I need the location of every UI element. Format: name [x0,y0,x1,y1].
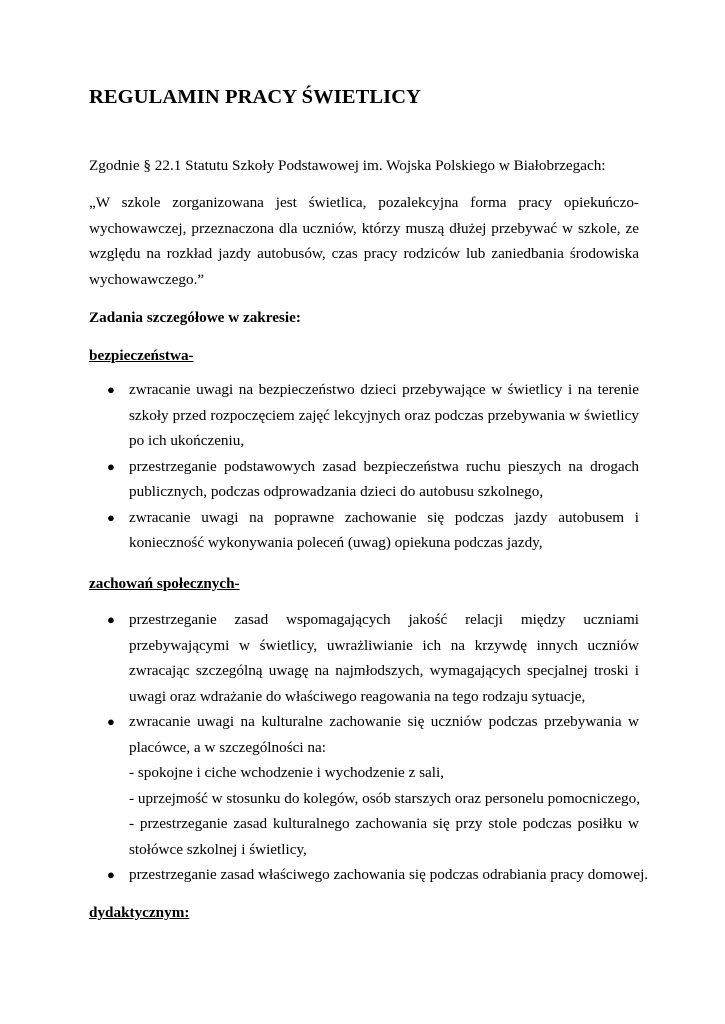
section-heading-safety: bezpieczeństwa- [89,347,194,364]
list-item-text: przestrzeganie podstawowych zasad bezpieczeństwa ruchu pieszych na drogach publicznych, podczas odprowadzania dzieci do autobusu szkolnego, [129,457,639,500]
list-item-text: przestrzeganie zasad wspomagających jakość relacji między uczniami przebywającymi w świetlicy, uwrażliwianie ich na krzywdę innych uczniów zwracając szczególną uwagę na najmłodszych, wymagających specjalnej troski i uwagi oraz wdrażanie do właściwego reagowania na tego rodzaju sytuacje, [129,611,639,705]
list-item-text: przestrzeganie zasad właściwego zachowania się podczas odrabiania pracy domowej. [129,866,649,883]
bullet-icon: ● [107,612,115,627]
bullet-icon: ● [107,867,115,882]
bullet-icon: ● [107,714,115,729]
list-item [89,454,639,505]
bullet-icon: ● [107,509,115,525]
list-item-text: zwracanie uwagi na poprawne zachowanie się podczas jazdy autobusem i konieczność wykonywania poleceń (uwag) opiekuna podczas jazdy, [129,508,639,551]
section-heading-social: zachowań społecznych- [89,575,240,592]
social-list [89,607,649,888]
safety-list [89,377,639,556]
list-item [89,607,639,709]
bullet-icon: ● [107,382,115,397]
sub-item: - spokojne i ciche wchodzenie i wychodzenie z sali, [129,764,445,781]
bullet-icon: ● [107,458,115,474]
sub-item: - uprzejmość w stosunku do kolegów, osób starszych oraz personelu pomocniczego, [129,789,641,807]
list-item-text: zwracanie uwagi na kulturalne zachowanie się uczniów podczas przebywania w placówce, a w szczególności na: [129,713,639,756]
list-item-text: zwracanie uwagi na bezpieczeństwo dzieci przebywające w świetlicy i na terenie szkoły przed rozpoczęciem zajęć lekcyjnych oraz podczas przebywania w świetlicy po ich ukończeniu, [129,381,639,449]
list-item [89,505,639,556]
statute-quote: „W szkole zorganizowana jest świetlica, pozalekcyjna forma pracy opiekuńczo-wychowawczej, przeznaczona dla uczniów, którzy muszą dłużej przebywać w szkole, ze względu na rozkład jazdy autobusów, czas pracy rodziców lub zaniedbania środowiska wychowawczego.” [89,194,639,288]
list-item [89,377,639,454]
tasks-heading: Zadania szczegółowe w zakresie: [89,309,301,326]
list-item [89,862,649,888]
document-title: REGULAMIN PRACY ŚWIETLICY [89,86,422,108]
sub-item: - przestrzeganie zasad kulturalnego zachowania się przy stole podczas posiłku w stołówce szkolnej i świetlicy, [129,815,639,858]
list-item [89,709,639,862]
intro-paragraph: Zgodnie § 22.1 Statutu Szkoły Podstawowej im. Wojska Polskiego w Białobrzegach: [89,157,606,174]
section-heading-didactic: dydaktycznym: [89,904,190,921]
